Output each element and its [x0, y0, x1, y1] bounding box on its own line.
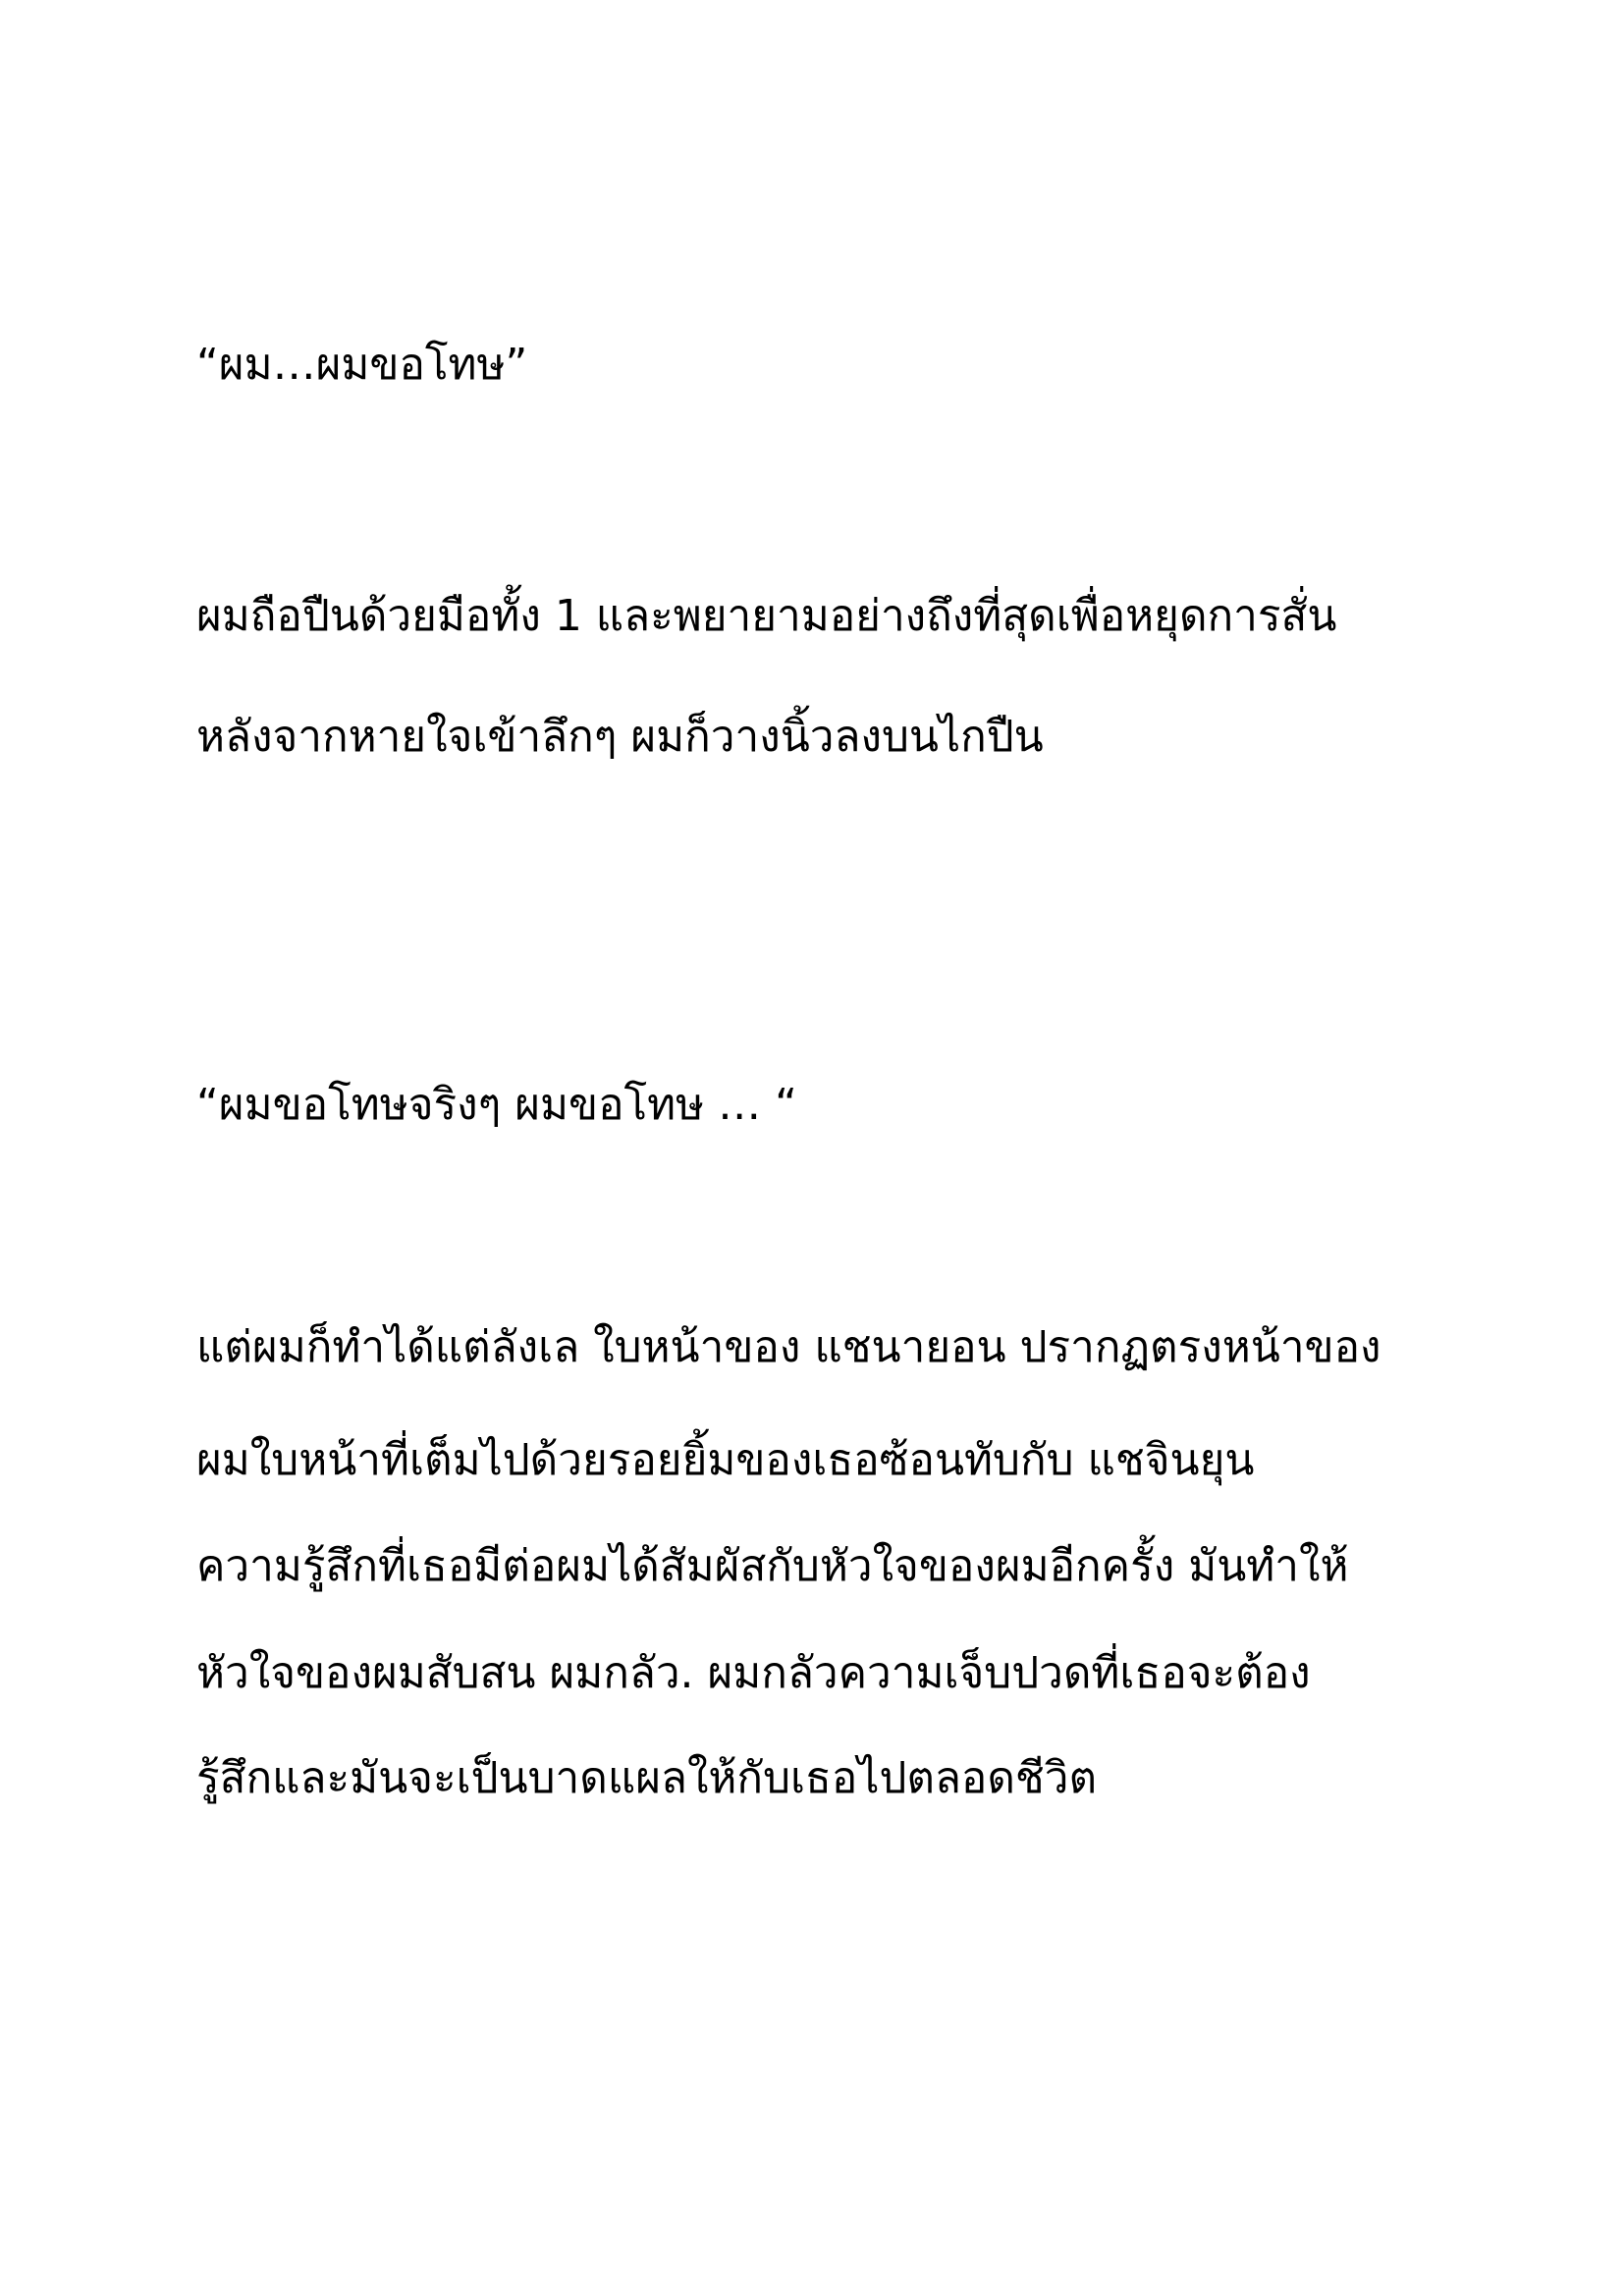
paragraph-1-line-2: หลังจากหายใจเข้าลึกๆ ผมก็วางนิ้วลงบนไกปืน: [196, 712, 1044, 762]
dialogue-line-2: “ผมขอโทษจริงๆ ผมขอโทษ … “: [196, 1080, 797, 1130]
paragraph-1-line-1: ผมถือปืนด้วยมือทั้ง 1 และพยายามอย่างถึงที่สุดเพื่อหยุดการสั่น: [196, 591, 1337, 641]
paragraph-2-line-3: ความรู้สึกที่เธอมีต่อผมได้สัมผัสกับหัวใจของผมอีกครั้ง มันทำให้: [196, 1541, 1349, 1591]
paragraph-2-line-5: รู้สึกและมันจะเป็นบาดแผลให้กับเธอไปตลอดชีวิต: [196, 1753, 1098, 1803]
paragraph-2-line-4: หัวใจของผมสับสน ผมกลัว. ผมกลัวความเจ็บปวดที่เธอจะต้อง: [196, 1648, 1311, 1698]
paragraph-2-line-2: ผมใบหน้าที่เต็มไปด้วยรอยยิ้มของเธอซ้อนทับกับ แชจินยุน: [196, 1435, 1255, 1485]
paragraph-2-line-1: แต่ผมก็ทำได้แต่ลังเล ใบหน้าของ แชนายอน ปรากฏตรงหน้าของ: [196, 1322, 1381, 1372]
dialogue-line-1: “ผม…ผมขอโทษ”: [196, 340, 528, 390]
